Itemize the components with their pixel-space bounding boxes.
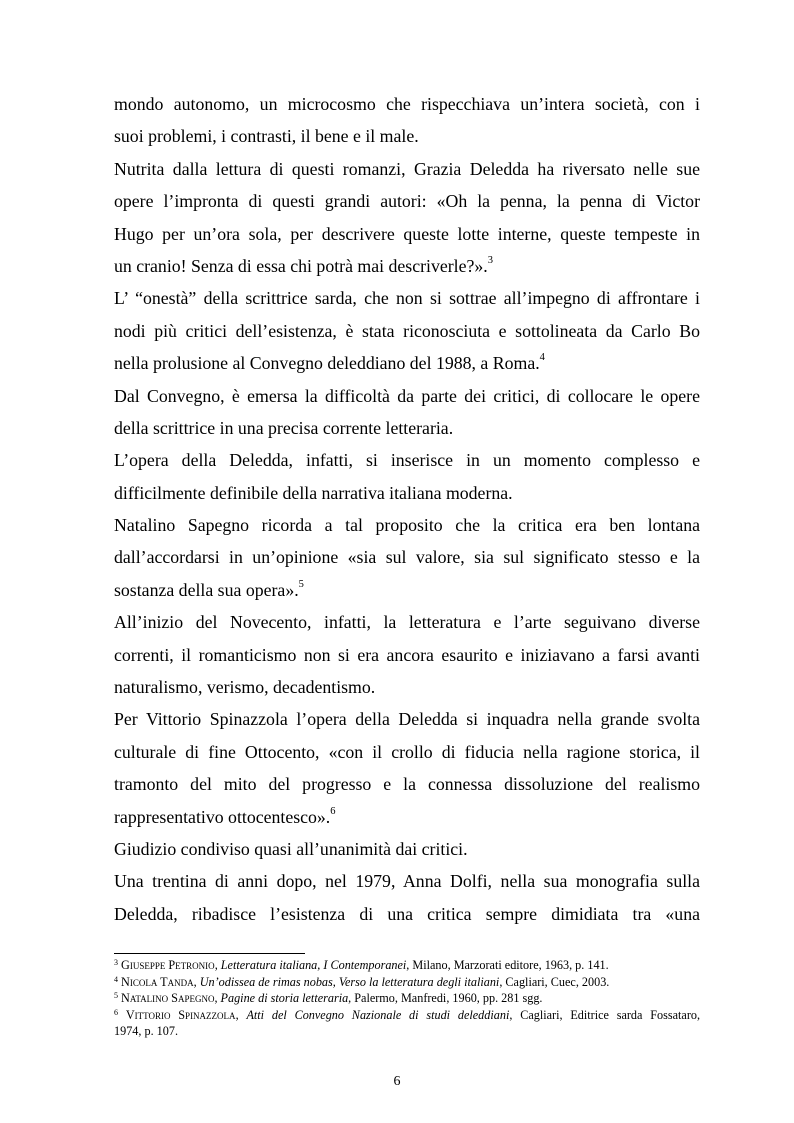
body-line: Deledda, ribadisce l’esistenza di una critica sempre dimidiata tra «una xyxy=(114,903,700,924)
page-number: 6 xyxy=(393,1074,401,1089)
footnote: $^4$ Nicola Tanda, Un’odissea de rimas nobas, Verso la letteratura degli italiani, Cagliari, Cuec, 2003. xyxy=(114,974,610,989)
footnote-continuation: 1974, p. 107. xyxy=(114,1024,178,1038)
body-text xyxy=(114,88,700,930)
body-line: Giudizio condiviso quasi all’unanimità dai critici. xyxy=(114,838,468,859)
body-line: Nutrita dalla lettura di questi romanzi, Grazia Deledda ha riversato nelle sue xyxy=(114,158,700,179)
footnote-ref: 6 xyxy=(330,805,336,817)
body-line: opere l’impronta di questi grandi autori: «Oh la penna, la penna di Victor xyxy=(114,191,700,212)
footnote-title: Atti del Convegno Nazionale di studi deleddiani xyxy=(246,1007,510,1022)
body-line: naturalismo, verismo, decadentismo. xyxy=(114,677,376,698)
body-line: mondo autonomo, un microcosmo che rispecchiava un’intera società, con i xyxy=(114,94,700,114)
footnote: $^5$ Natalino Sapegno, Pagine di storia letteraria, Palermo, Manfredi, 1960, pp. 281 sgg. xyxy=(114,991,543,1005)
body-line: culturale di fine Ottocento, «con il crollo di fiducia nella ragione storica, il xyxy=(114,741,700,762)
body-line: L’opera della Deledda, infatti, si inserisce in un momento complesso e xyxy=(114,450,700,471)
body-line: nodi più critici dell’esistenza, è stata riconosciuta e sottolineata da Carlo Bo xyxy=(114,320,700,341)
body-line: correnti, il romanticismo non si era ancora esaurito e iniziavano a farsi avanti xyxy=(114,644,700,665)
body-line: Hugo per un’ora sola, per descrivere queste lotte interne, queste tempeste in xyxy=(114,223,700,244)
footnote-author: Vittorio Spinazzola xyxy=(125,1007,236,1022)
body-line: Natalino Sapegno ricorda a tal proposito che la critica era ben lontana xyxy=(114,515,700,536)
footnotes xyxy=(114,958,700,1040)
footnote-title: Letteratura italiana, I Contemporanei xyxy=(220,958,407,972)
body-line: Una trentina di anni dopo, nel 1979, Anna Dolfi, nella sua monografia sulla xyxy=(114,871,700,892)
body-line: dall’accordarsi in un’opinione «sia sul valore, sia sul significato stesso e la xyxy=(114,547,700,568)
footnote-ref: 4 xyxy=(539,352,545,364)
body-line: suoi problemi, i contrasti, il bene e il male. xyxy=(114,126,419,147)
body-line: tramonto del mito del progresso e la connessa dissoluzione del realismo xyxy=(114,774,700,795)
body-line: Per Vittorio Spinazzola l’opera della Deledda si inquadra nella grande svolta xyxy=(114,709,700,730)
footnote-ref: 3 xyxy=(487,255,493,267)
footnote-divider xyxy=(114,953,305,954)
footnote: $^6$ Vittorio Spinazzola, Atti del Convegno Nazionale di studi deleddiani, Cagliari, Editrice sarda Fossataro, 1974, p. 107. xyxy=(114,1007,701,1038)
body-line: Dal Convegno, è emersa la difficoltà da parte dei critici, di collocare le opere xyxy=(114,385,700,406)
footnote-title: Un’odissea de rimas nobas, Verso la letteratura degli italiani xyxy=(199,974,500,989)
body-line: All’inizio del Novecento, infatti, la letteratura e l’arte seguivano diverse xyxy=(114,612,700,633)
footnote-author: Natalino Sapegno xyxy=(121,991,215,1005)
body-line: L’ “onestà” della scrittrice sarda, che non si sottrae all’impegno di affrontare i xyxy=(114,288,700,309)
footnote-number: 5 xyxy=(114,991,118,1000)
footnote: $^3$ Giuseppe Petronio, Letteratura italiana, I Contemporanei, Milano, Marzorati editore, 1963, p. 141. xyxy=(114,958,609,972)
footnote-ref: 5 xyxy=(298,578,304,590)
footnote-author: Nicola Tanda xyxy=(121,974,194,989)
footnote-author: Giuseppe Petronio xyxy=(121,958,215,972)
body-line: sostanza della sua opera».$^5$ xyxy=(114,578,304,600)
body-line: rappresentativo ottocentesco».$^6$ xyxy=(114,805,336,827)
footnote-title: Pagine di storia letteraria xyxy=(220,991,349,1005)
footnote-number: 3 xyxy=(114,958,118,967)
body-line: difficilmente definibile della narrativa italiana moderna. xyxy=(114,482,513,503)
body-line: della scrittrice in una precisa corrente letteraria. xyxy=(114,417,454,438)
body-line: un cranio! Senza di essa chi potrà mai descriverle?».$^3$ xyxy=(114,255,493,276)
body-line: nella prolusione al Convegno deleddiano del 1988, a Roma.$^4$ xyxy=(114,352,545,374)
footnote-number: 6 xyxy=(114,1007,118,1017)
footnote-number: 4 xyxy=(114,974,118,984)
